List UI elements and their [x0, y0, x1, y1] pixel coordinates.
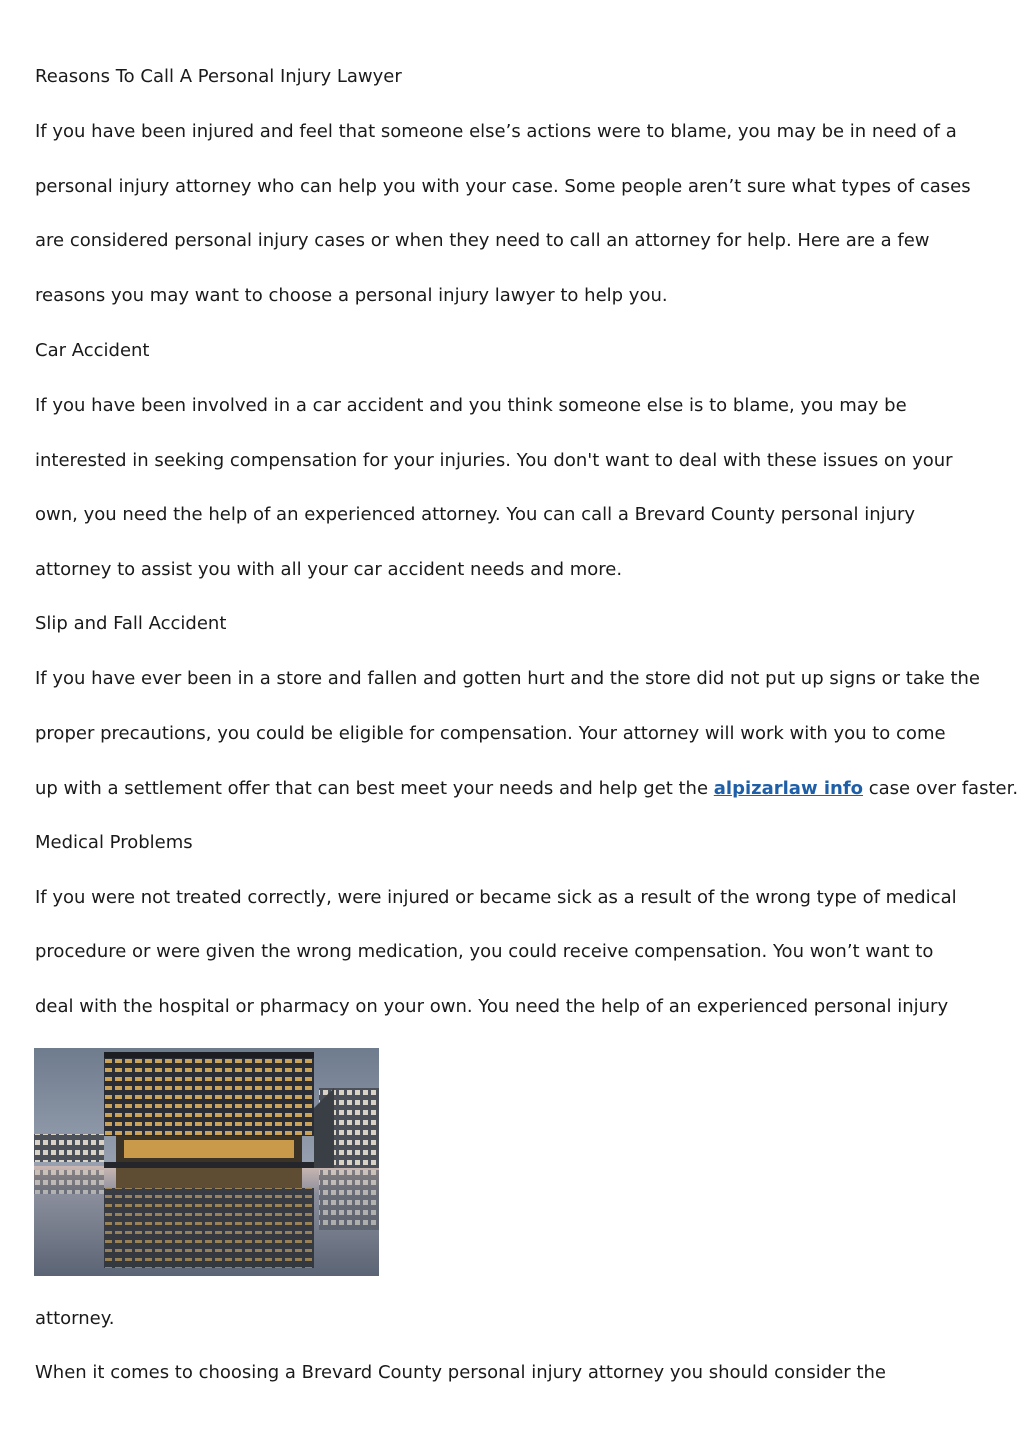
- paragraph-line: reasons you may want to choose a personal injury lawyer to help you.: [35, 285, 668, 306]
- link-lead-text: up with a settlement offer that can best meet your needs and help get the: [35, 778, 714, 799]
- paragraph-line: attorney.: [35, 1308, 115, 1329]
- paragraph-line: proper precautions, you could be eligible for compensation. Your attorney will work with you to come: [35, 723, 946, 744]
- link-trail-text: case over faster.: [863, 778, 1019, 799]
- paragraph-line: are considered personal injury cases or when they need to call an attorney for help. Here are a few: [35, 230, 930, 251]
- section-heading-car-accident: Car Accident: [35, 340, 150, 361]
- paragraph-line-with-link: [35, 778, 1018, 800]
- paragraph-line: personal injury attorney who can help you with your case. Some people aren’t sure what types of cases: [35, 176, 971, 197]
- paragraph-line: If you have been injured and feel that someone else’s actions were to blame, you may be in need of a: [35, 121, 957, 142]
- paragraph-line: If you have ever been in a store and fallen and gotten hurt and the store did not put up signs or take the: [35, 668, 980, 689]
- section-heading-slip-and-fall: Slip and Fall Accident: [35, 613, 227, 634]
- paragraph-line: interested in seeking compensation for your injuries. You don't want to deal with these issues on your: [35, 450, 953, 471]
- paragraph-line: attorney to assist you with all your car accident needs and more.: [35, 559, 623, 580]
- alpizarlaw-info-link[interactable]: alpizarlaw info: [713, 778, 864, 799]
- paragraph-line: own, you need the help of an experienced attorney. You can call a Brevard County personal injury: [35, 504, 916, 525]
- paragraph-line: procedure or were given the wrong medication, you could receive compensation. You won’t want to: [35, 941, 934, 962]
- building-photo: [34, 1048, 379, 1276]
- section-heading-medical-problems: Medical Problems: [35, 832, 193, 853]
- document-title: Reasons To Call A Personal Injury Lawyer: [35, 66, 402, 87]
- paragraph-line: If you were not treated correctly, were injured or became sick as a result of the wrong type of medical: [35, 887, 957, 908]
- paragraph-line: When it comes to choosing a Brevard County personal injury attorney you should consider the: [35, 1362, 886, 1383]
- paragraph-line: If you have been involved in a car accident and you think someone else is to blame, you may be: [35, 395, 907, 416]
- paragraph-line: deal with the hospital or pharmacy on your own. You need the help of an experienced personal injury: [35, 996, 949, 1017]
